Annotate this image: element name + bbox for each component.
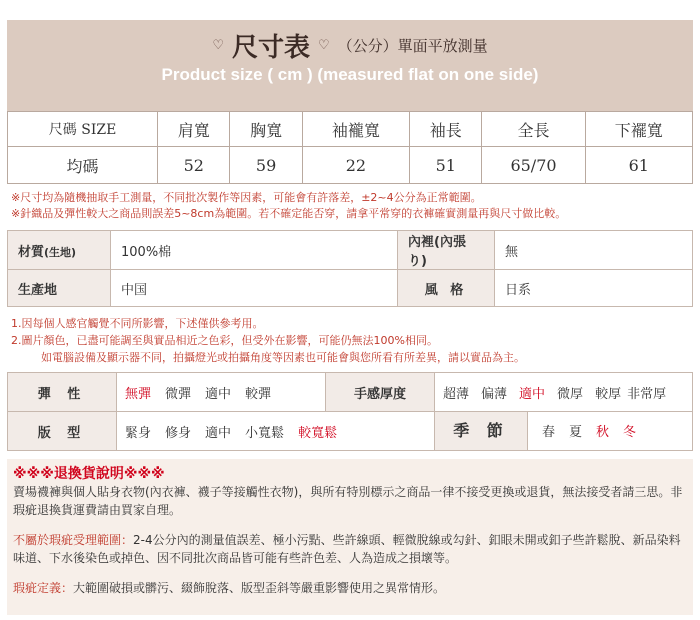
season-option: 冬 xyxy=(623,425,637,440)
defect-definition-key: 瑕疵定義： xyxy=(13,581,74,595)
material-value: 100%棉 xyxy=(111,231,398,270)
style-label: 風 格 xyxy=(398,270,495,307)
fit-label: 版 型 xyxy=(8,412,117,451)
defect-definition-text: 大範圍破損或髒污、綴飾脫落、版型歪斜等嚴重影響使用之異常情形。 xyxy=(73,581,446,595)
info-row xyxy=(8,270,693,307)
material-label: 材質 xyxy=(18,244,45,260)
note-line: 1.因每個人感官觸覺不同所影響，下述僅供參考用。 xyxy=(11,317,264,330)
defect-exclusion-key: 不屬於瑕疵受理範圍： xyxy=(13,533,134,547)
lining-label: 內裡(內張り) xyxy=(398,231,495,270)
chart-subtitle: （公分）單面平放測量 xyxy=(337,36,488,55)
fit-option: 修身 xyxy=(165,425,192,441)
size-header-cell: 袖襱寬 xyxy=(302,112,409,147)
defect-exclusion-text: 2-4公分內的測量值誤差、極小污點、些許線頭、輕微脫線或勾針、釦眼未開或釦子些許鬆脫、新品染料味道、下水後染色或掉色、因不同批次商品皆可能有些許色差、人為造成之損壞等。 xyxy=(13,533,681,565)
header-title-row xyxy=(7,30,693,63)
spacer xyxy=(13,519,687,531)
thickness-option: 適中 xyxy=(519,386,546,402)
style-value: 日系 xyxy=(495,270,693,307)
chart-english-title: Product size ( cm ) (measured flat on one side) xyxy=(161,65,539,84)
note-line: ※針織品及彈性較大之商品則誤差5~8cm為範圍。若不確定能否穿，請拿平常穿的衣褲確實測量再與尺寸做比較。 xyxy=(11,207,567,220)
size-value-cell: 59 xyxy=(230,147,302,184)
policy-title: ※※※退換貨說明※※※ xyxy=(13,466,165,482)
policy-paragraph: 賣場襪褲與個人貼身衣物(內衣褲、襪子等接觸性衣物)，與所有特別標示之商品一律不接受更換或退貨，無法接受者請三思。非瑕疵退換貨運費請由買家自理。 xyxy=(13,485,683,517)
size-header-cell: 胸寬 xyxy=(230,112,302,147)
heart-icon: ♡ xyxy=(212,37,224,53)
elasticity-options xyxy=(117,373,326,412)
size-header-cell: 袖長 xyxy=(410,112,482,147)
measurement-notes xyxy=(11,190,693,222)
note-line: ※尺寸均為隨機抽取手工測量，不同批次製作等因素，可能會有許落差，±2~4公分為正常範圍。 xyxy=(11,191,482,204)
fit-option: 適中 xyxy=(205,425,232,441)
elasticity-label: 彈 性 xyxy=(8,373,117,412)
spacer xyxy=(13,567,687,579)
season-cell xyxy=(435,412,693,451)
fit-option: 小寬鬆 xyxy=(245,425,285,441)
thickness-label: 手感厚度 xyxy=(326,373,435,412)
season-option: 春 xyxy=(542,425,556,440)
defect-definition xyxy=(13,579,687,597)
size-value-cell: 22 xyxy=(302,147,409,184)
size-header-cell: 全長 xyxy=(482,112,585,147)
size-header-row xyxy=(8,112,693,147)
fit-option: 緊身 xyxy=(125,425,152,441)
season-option: 秋 xyxy=(596,425,610,440)
attribute-row xyxy=(8,412,693,451)
heart-icon: ♡ xyxy=(318,37,330,53)
size-header-cell: 尺碼 SIZE xyxy=(8,112,158,147)
chart-header xyxy=(7,20,693,111)
thickness-option: 偏薄 xyxy=(481,386,508,402)
size-header-cell: 下襬寬 xyxy=(585,112,692,147)
origin-value: 中国 xyxy=(111,270,398,307)
size-value-row xyxy=(8,147,693,184)
attributes-table xyxy=(7,372,693,451)
thickness-options xyxy=(435,373,693,412)
size-value-cell: 均碼 xyxy=(8,147,158,184)
note-line: 2.圖片顏色，已盡可能調至與實品相近之色彩，但受外在影響，可能仍無法100%相同。 xyxy=(11,334,438,347)
size-table xyxy=(7,111,693,184)
info-row xyxy=(8,231,693,270)
elasticity-option: 較彈 xyxy=(245,386,272,402)
fit-option: 較寬鬆 xyxy=(298,425,338,441)
fit-options xyxy=(117,412,435,451)
size-header-cell: 肩寬 xyxy=(158,112,230,147)
elasticity-option: 無彈 xyxy=(125,386,152,402)
color-notes xyxy=(11,315,693,366)
material-sub: (生地) xyxy=(44,245,77,259)
thickness-option: 非常厚 xyxy=(627,386,667,402)
thickness-option: 超薄 xyxy=(443,386,470,402)
size-chart xyxy=(7,0,693,615)
attribute-row xyxy=(8,373,693,412)
season-option: 夏 xyxy=(569,425,583,440)
size-value-cell: 51 xyxy=(410,147,482,184)
thickness-option: 微厚 xyxy=(557,386,584,402)
elasticity-option: 適中 xyxy=(205,386,232,402)
return-policy xyxy=(7,459,693,615)
size-value-cell: 61 xyxy=(585,147,692,184)
material-label-cell xyxy=(8,231,111,270)
size-value-cell: 65/70 xyxy=(482,147,585,184)
elasticity-option: 微彈 xyxy=(165,386,192,402)
season-label: 季 節 xyxy=(435,412,528,450)
lining-value: 無 xyxy=(495,231,693,270)
thickness-option: 較厚 xyxy=(595,386,622,402)
origin-label: 生產地 xyxy=(8,270,111,307)
chart-title: 尺寸表 xyxy=(231,32,310,63)
defect-exclusion xyxy=(13,531,687,567)
size-value-cell: 52 xyxy=(158,147,230,184)
note-line: 如電腦設備及顯示器不同，拍攝燈光或拍攝角度等因素也可能會與您所看有所差異，請以實品為主。 xyxy=(41,351,525,364)
product-info-table xyxy=(7,230,693,307)
